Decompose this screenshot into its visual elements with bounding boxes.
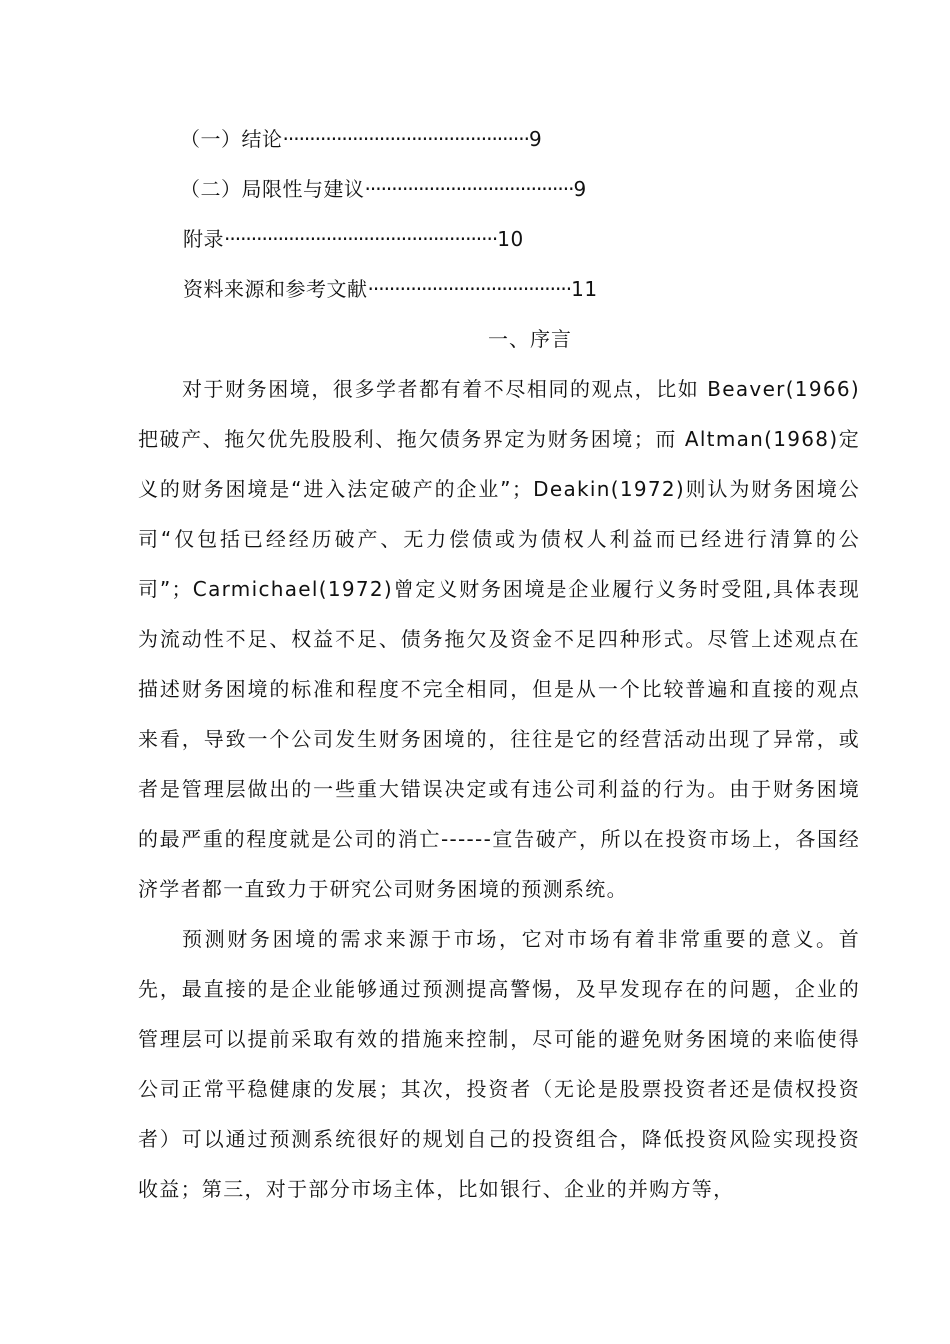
toc-leader-dots: ·············································· — [282, 127, 529, 151]
body-paragraph-2: 预测财务困境的需求来源于市场，它对市场有着非常重要的意义。首先，最直接的是企业能够通过预测提高警惕，及早发现存在的问题，企业的管理层可以提前采取有效的措施来控制，尽可能的避免财务困境的来临使得公司正常平稳健康的发展；其次，投资者（无论是股票投资者还是债权投资者）可以通过预测系统很好的规划自己的投资组合，降低投资风险实现投资收益；第三，对于部分市场主体，比如银行、企业的并购方等， — [138, 927, 860, 1201]
toc-page-number: 11 — [571, 277, 598, 301]
toc-entry-appendix[interactable] — [183, 214, 524, 264]
toc-entry-label: 资料来源和参考文献 — [183, 277, 368, 301]
toc-leader-dots: ··················································· — [224, 227, 498, 251]
toc-entry-label: （二）局限性与建议 — [180, 177, 365, 201]
toc-leader-dots: ······································ — [367, 277, 572, 301]
toc-page-number: 9 — [573, 177, 587, 201]
section-heading: 一、序言 — [488, 327, 572, 351]
toc-entry-references[interactable] — [183, 264, 598, 314]
toc-entry-label: （一）结论 — [180, 127, 283, 151]
toc-page-number: 9 — [528, 127, 543, 151]
toc-entry-limitations[interactable] — [180, 164, 587, 214]
toc-leader-dots: ······································· — [364, 177, 574, 201]
toc-page-number: 10 — [497, 227, 524, 251]
toc-entry-conclusion[interactable] — [180, 114, 542, 164]
toc-entry-label: 附录 — [183, 227, 224, 251]
body-paragraph-1: 对于财务困境，很多学者都有着不尽相同的观点，比如 Beaver(1966)把破产、拖欠优先股股利、拖欠债务界定为财务困境；而 Altman(1968)定义的财务困境是“进入法定破产的企业”；Deakin(1972)则认为财务困境公司“仅包括已经经历破产、无力偿债或为债权人利益而已经进行清算的公司”；Carmichael(1972)曾定义财务困境是企业履行义务时受阻,具体表现为流动性不足、权益不足、债务拖欠及资金不足四种形式。尽管上述观点在描述财务困境的标准和程度不完全相同，但是从一个比较普遍和直接的观点来看，导致一个公司发生财务困境的，往往是它的经营活动出现了异常，或者是管理层做出的一些重大错误决定或有违公司利益的行为。由于财务困境的最严重的程度就是公司的消亡------宣告破产，所以在投资市场上，各国经济学者都一直致力于研究公司财务困境的预测系统。 — [138, 377, 860, 901]
